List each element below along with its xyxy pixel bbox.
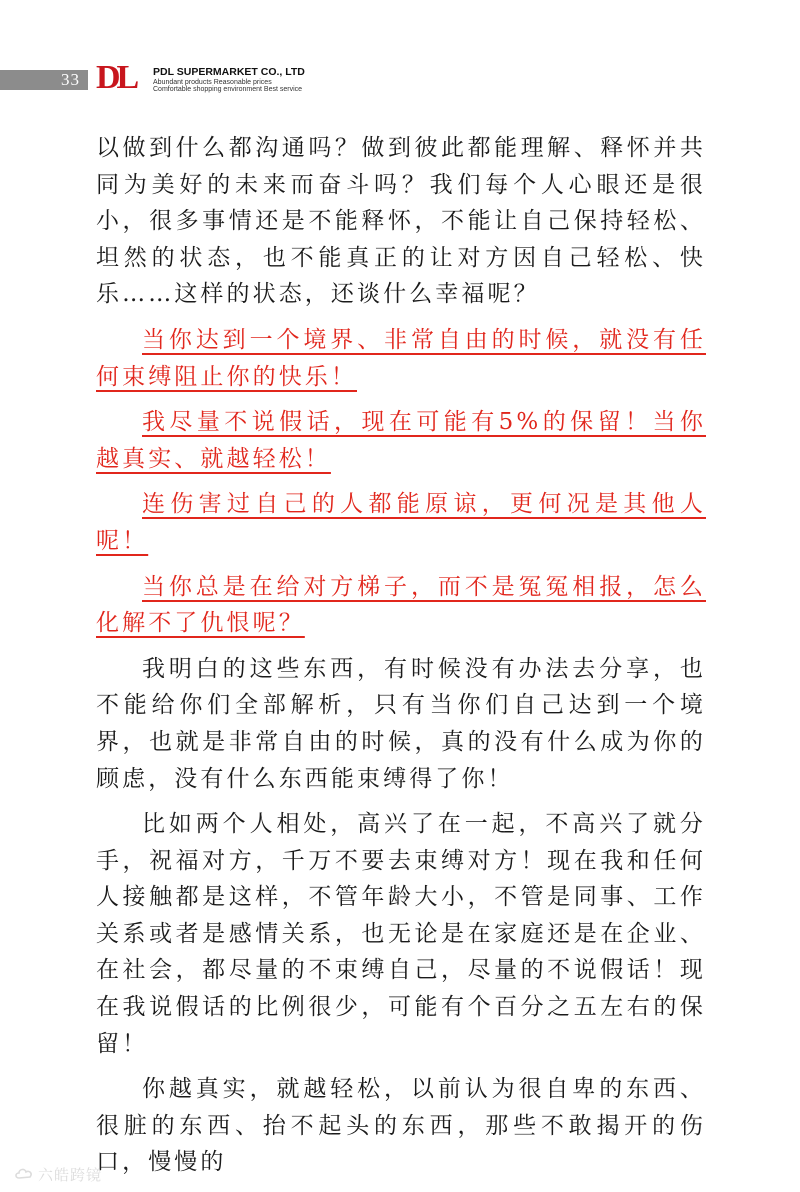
emphasis-paragraph: 连伤害过自己的人都能原谅，更何况是其他人呢！: [96, 491, 706, 554]
tagline-2: Comfortable shopping environment Best service: [153, 86, 303, 94]
watermark: [14, 1164, 102, 1185]
paragraph: 你越真实，就越轻松，以前认为很自卑的东西、很脏的东西、抬不起头的东西，那些不敢揭开的伤口，慢慢的: [96, 1076, 706, 1176]
page-number-bar: [0, 70, 88, 90]
watermark-text: 六皓跨镜: [38, 1166, 103, 1184]
company-name: PDL SUPERMARKET CO., LTD: [153, 66, 305, 78]
paragraph: 比如两个人相处，高兴了在一起，不高兴了就分手，祝福对方，千万不要去束缚对方！现在我和任何人接触都是这样，不管年龄大小，不管是同事、工作关系或者是感情关系，也无论是在家庭还是在企业、在社会，都尽量的不束缚自己，尽量的不说假话！现在我说假话的比例很少，可能有个百分之五左右的保留！: [96, 811, 706, 1057]
company-header: [153, 67, 305, 94]
paragraph-continued: 以做到什么都沟通吗？做到彼此都能理解、释怀并共同为美好的未来而奋斗吗？我们每个人心眼还是很小，很多事情还是不能释怀，不能让自己保持轻松、坦然的状态，也不能真正的让对方因自己轻松、快乐……这样的状态，还谈什么幸福呢？: [96, 135, 706, 308]
emphasis-paragraph: 当你总是在给对方梯子，而不是冤冤相报，怎么化解不了仇恨呢？: [96, 573, 706, 637]
paragraph: 我明白的这些东西，有时候没有办法去分享，也不能给你们全部解析，只有当你们自己达到一个境界，也就是非常自由的时候，真的没有什么成为你的顾虑，没有什么东西能束缚得了你！: [96, 655, 706, 792]
emphasis-paragraph: 我尽量不说假话，现在可能有5%的保留！当你越真实、就越轻松！: [96, 409, 706, 472]
tagline-1: Abundant products Reasonable prices: [153, 78, 272, 86]
emphasis-paragraph: 当你达到一个境界、非常自由的时候，就没有任何束缚阻止你的快乐！: [96, 326, 706, 390]
page-number: 33: [61, 70, 80, 89]
company-logo: DL: [96, 59, 136, 96]
body-text: [96, 130, 706, 1190]
cloud-logo-icon: [14, 1166, 34, 1184]
